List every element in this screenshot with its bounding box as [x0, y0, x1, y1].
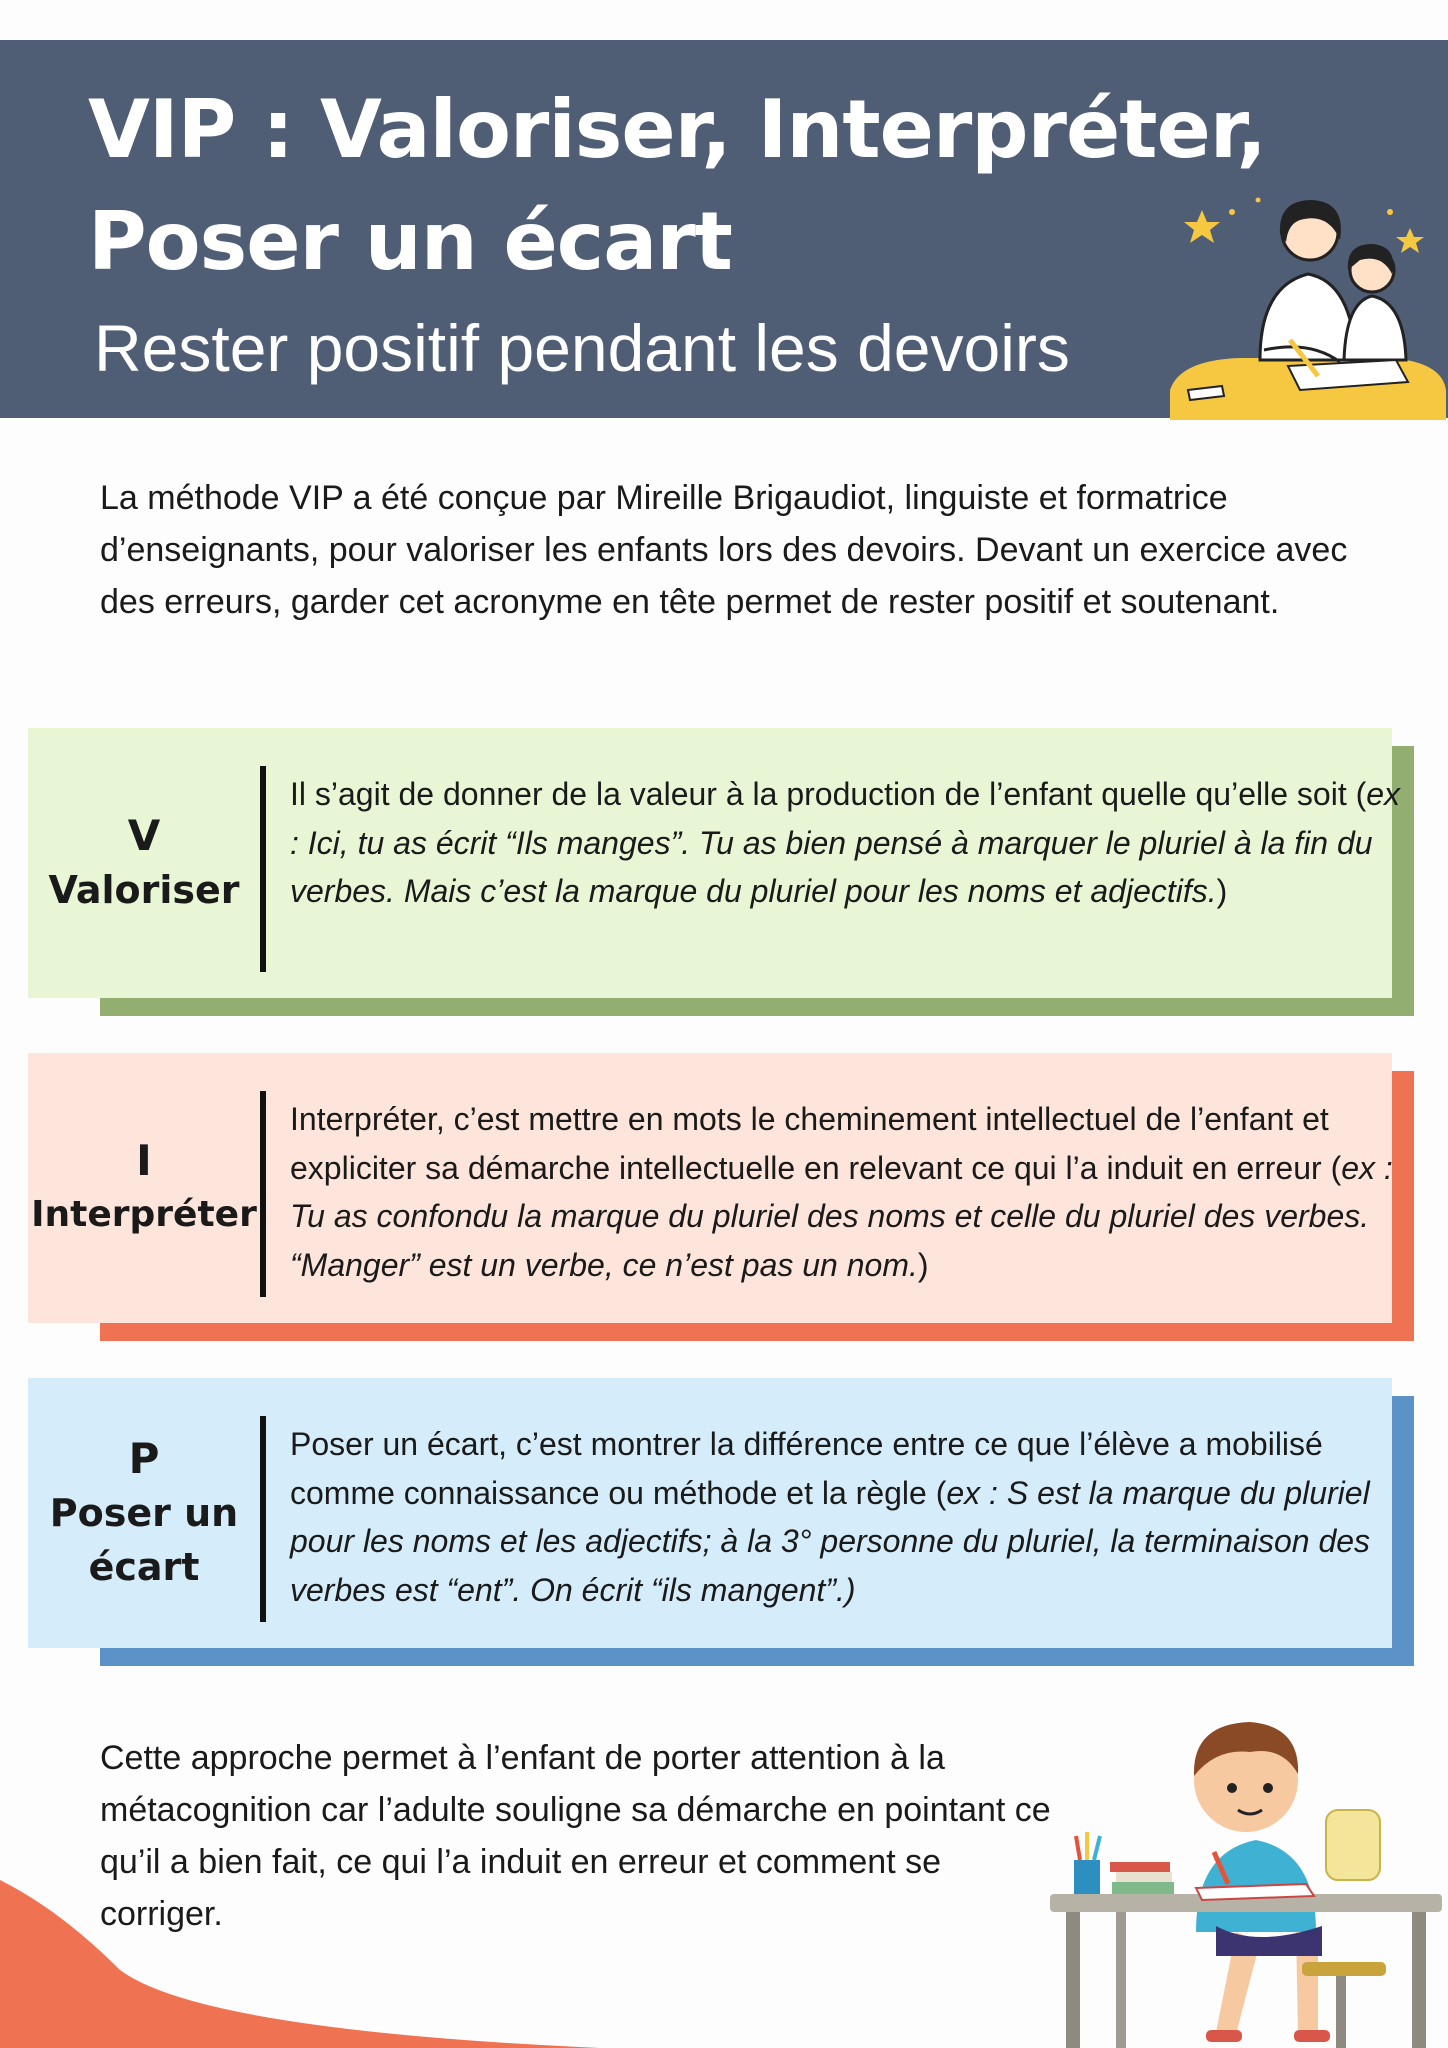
card-word: Poser un écart	[49, 1491, 239, 1589]
card-panel	[28, 1378, 1392, 1648]
boy-at-desk-illustration	[1046, 1712, 1446, 2048]
decorative-wave	[0, 1880, 640, 2048]
card-text-lead: Poser un écart, c’est montrer la différence entre ce que l’élève a mobilisé comme connaissance ou méthode et la règle (	[290, 1426, 1323, 1511]
card-text-tail: )	[1216, 873, 1228, 909]
star-icon	[1184, 210, 1220, 243]
card-letter: P	[128, 1434, 160, 1483]
card-heading	[28, 1053, 260, 1323]
card-text-lead: Il s’agit de donner de la valeur à la production de l’enfant quelle qu’elle soit (	[290, 776, 1367, 812]
card-poser-un-ecart	[28, 1378, 1414, 1668]
card-interpreter	[28, 1053, 1414, 1343]
page-title	[88, 74, 1288, 298]
card-panel	[28, 728, 1401, 998]
card-word: Valoriser	[48, 868, 240, 912]
card-text-tail: )	[917, 1246, 929, 1283]
card-text	[290, 1095, 1410, 1289]
title-line-2: Poser un écart	[88, 195, 732, 288]
card-letter: I	[136, 1136, 152, 1185]
card-heading	[28, 1378, 260, 1648]
card-divider	[260, 1091, 266, 1297]
intro-paragraph: La méthode VIP a été conçue par Mireille Brigaudiot, linguiste et formatrice d’enseignants, pour valoriser les enfants lors des devoirs. Devant un exercice avec des erreurs, garder cet acronyme en tête permet de rester positif et soutenant.	[100, 479, 1348, 621]
card-divider	[260, 1416, 266, 1622]
card-divider	[260, 766, 266, 972]
outro-paragraph: Cette approche permet à l’enfant de porter attention à la métacognition car l’adulte souligne sa démarche en pointant ce qu’il a bien fait, ce qui l’a induit en erreur et comment se corriger.	[100, 1739, 1051, 1933]
parent-child-homework-illustration	[1160, 190, 1448, 420]
card-example: ex : Ici, tu as écrit “Ils manges”. Tu as bien pensé à marquer le pluriel à la fin du verbes. Mais c’est la marque du pluriel pour les noms et adjectifs.	[290, 776, 1401, 909]
card-text	[290, 1420, 1410, 1614]
card-heading	[28, 728, 260, 998]
card-valoriser	[28, 728, 1414, 1018]
page-subtitle: Rester positif pendant les devoirs	[94, 311, 1070, 385]
card-example: ex : Tu as confondu la marque du pluriel des noms et celle du pluriel des verbes. “Manger” est un verbe, ce n’est pas un nom.	[290, 1149, 1393, 1283]
title-line-1: VIP : Valoriser, Interpréter,	[88, 83, 1266, 176]
card-example: ex : S est la marque du pluriel pour les noms et les adjectifs; à la 3° personne du pluriel, la terminaison des verbes est “ent”. On écrit “ils mangent”.)	[290, 1474, 1371, 1608]
card-panel	[28, 1053, 1392, 1323]
card-letter: V	[127, 811, 161, 860]
card-word: Interpréter	[31, 1194, 257, 1235]
card-text	[290, 770, 1410, 916]
card-text-lead: Interpréter, c’est mettre en mots le cheminement intellectuel de l’enfant et expliciter sa démarche intellectuelle en relevant ce qui l’a induit en erreur (	[290, 1101, 1342, 1186]
